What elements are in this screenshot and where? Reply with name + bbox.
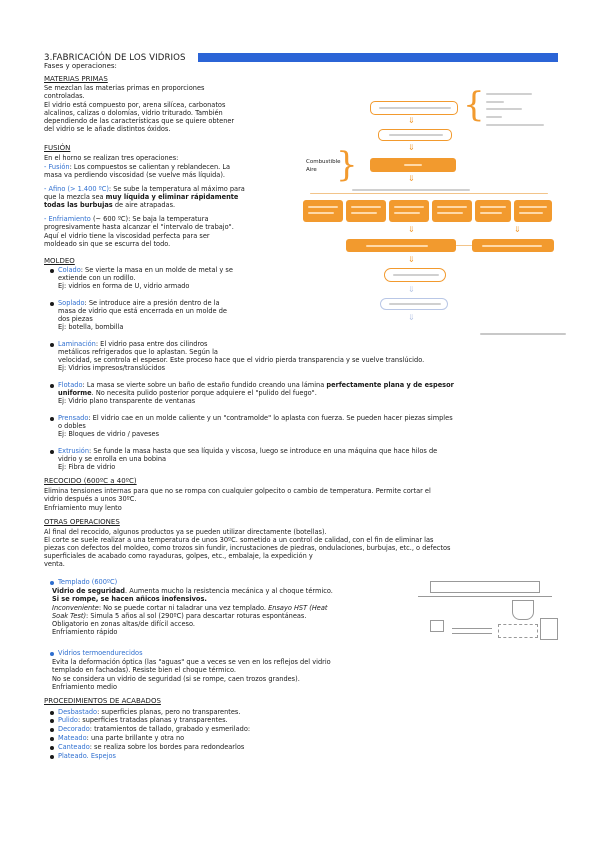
bullet xyxy=(50,384,54,388)
bullet xyxy=(50,269,54,273)
materias-line: Se mezclan las materias primas en proporciones xyxy=(44,84,205,92)
text-placeholder xyxy=(437,206,467,208)
fusion-label: - Fusión xyxy=(44,163,70,171)
fan-sketch xyxy=(540,618,558,640)
text-placeholder xyxy=(486,93,532,95)
acabado-label: Decorado xyxy=(58,725,90,733)
moldeo-heading: MOLDEO xyxy=(44,257,75,265)
templado-line xyxy=(52,604,327,612)
acabado-item xyxy=(58,708,240,716)
afino-bold: muy líquida y eliminar rápidamente xyxy=(105,193,239,201)
text-placeholder xyxy=(352,189,470,191)
chamber-sketch xyxy=(498,624,538,638)
termo-line: Enfriamiento medio xyxy=(52,683,117,691)
afino-label: - Afino (> 1.400 ºC) xyxy=(44,185,109,193)
diagram-box-templado xyxy=(472,239,554,252)
text-placeholder xyxy=(389,134,443,136)
materias-line: alcalinos, calizas o dolomías, vidrio triturado. También xyxy=(44,109,223,117)
extrusion-example: Ej: Fibra de vidrio xyxy=(58,463,116,471)
text-placeholder xyxy=(482,245,542,247)
enfriamiento-text: progresivamente hasta alcanzar el "intervalo de trabajo". xyxy=(44,223,234,231)
colado-item xyxy=(58,266,233,274)
enfriamiento-text: moldeado sin que se escurra del todo. xyxy=(44,240,171,248)
text-placeholder xyxy=(519,206,547,208)
extrusion-item xyxy=(58,447,437,455)
bullet xyxy=(50,450,54,454)
text-placeholder xyxy=(437,212,463,214)
templado-italic: Ensayo HST (Heat xyxy=(268,604,328,612)
diagram-box-moldeo xyxy=(514,200,552,222)
text-placeholder xyxy=(404,164,422,166)
fusion-text: : Los compuestos se calientan y reblandecen. La xyxy=(69,163,231,171)
termo-line: templado en fachadas). Resiste bien el choque térmico. xyxy=(52,666,237,674)
prensado-example: Ej: Bloques de vidrio / paveses xyxy=(58,430,160,438)
rail-sketch xyxy=(418,596,552,599)
text-placeholder xyxy=(351,212,377,214)
arrow-down-icon: ⇓ xyxy=(408,225,415,234)
text-placeholder xyxy=(308,212,334,214)
text-placeholder xyxy=(486,124,544,126)
acabado-text: : se realiza sobre los bordes para redondearlos xyxy=(89,743,245,751)
bullet xyxy=(50,417,54,421)
recocido-line: Elimina tensiones internas para que no se rompa con cualquier golpecito o cambio de temperatura. Permite cortar el xyxy=(44,487,431,495)
diagram-box-control xyxy=(384,268,446,282)
soplado-text: : Se introduce aire a presión dentro de la xyxy=(84,299,220,307)
bullet xyxy=(50,746,54,750)
materias-line: controladas. xyxy=(44,92,85,100)
rack-sketch xyxy=(430,620,444,632)
acabados-heading: PROCEDIMIENTOS DE ACABADOS xyxy=(44,697,161,705)
flotado-item xyxy=(58,381,454,389)
arrow-down-icon: ⇓ xyxy=(408,143,415,152)
materias-line: del vidrio se le añade distintos óxidos. xyxy=(44,125,171,133)
recocido-line: vidrio después a unos 30ºC. xyxy=(44,495,137,503)
extrusion-text: vidrio y se enrolla en una bobina xyxy=(58,455,167,463)
acabado-item xyxy=(58,716,228,724)
text-placeholder xyxy=(389,303,441,305)
text-placeholder xyxy=(308,206,338,208)
acabado-item xyxy=(58,734,184,742)
connector-line xyxy=(456,245,472,246)
fusion-text-2: masa va perdiendo viscosidad (se vuelve más líquida). xyxy=(44,171,226,179)
colado-text: : Se vierte la masa en un molde de metal y se xyxy=(80,266,233,274)
flotado-bold: perfectamente plana y de espesor xyxy=(326,381,454,389)
templado-text: : No se puede cortar ni taladrar una vez templado. xyxy=(98,604,269,612)
text-placeholder xyxy=(393,274,439,276)
afino-item xyxy=(44,185,245,193)
extrusion-label: Extrusión xyxy=(58,447,90,455)
text-placeholder xyxy=(480,206,506,208)
diagram-box-moldeo xyxy=(475,200,511,222)
bullet xyxy=(50,737,54,741)
soplado-text: dos piezas xyxy=(58,315,93,323)
colado-label: Colado xyxy=(58,266,81,274)
acabado-text: : superficies planas, pero no transparentes. xyxy=(97,708,241,716)
fusion-intro: En el horno se realizan tres operaciones: xyxy=(44,154,179,162)
afino-text-3 xyxy=(44,201,175,209)
templado-line: Si se rompe, se hacen añicos inofensivos. xyxy=(52,595,207,603)
bullet xyxy=(50,728,54,732)
diagram-box-moldeo xyxy=(432,200,472,222)
nozzle-sketch xyxy=(512,600,534,620)
enfriamiento-item xyxy=(44,215,209,223)
otras-line: piezas con defectos del moldeo, como trozos sin fundir, incrustaciones de piedras, ondulaciones, burbujas, etc., o defectos xyxy=(44,544,451,552)
soplado-label: Soplado xyxy=(58,299,85,307)
fusion-heading: FUSIÓN xyxy=(44,144,71,152)
materias-line: El vidrio está compuesto por, arena silícea, carbonatos xyxy=(44,101,226,109)
soplado-text: masa de vidrio que está encerrada en un molde de xyxy=(58,307,227,315)
prensado-text: : El vidrio cae en un molde caliente y un "contramolde" lo aplasta con fuerza. Se pueden hacer piezas simples xyxy=(88,414,453,422)
text-placeholder xyxy=(519,212,543,214)
brace-icon: { xyxy=(336,145,358,185)
diagram-box-expedicion xyxy=(380,298,448,310)
text-placeholder xyxy=(486,108,522,110)
flotado-text-2 xyxy=(58,389,317,397)
templado-text: : Simula 5 años al sol (290ºC) para descartar roturas espontáneas. xyxy=(86,612,307,620)
arrow-down-icon: ⇓ xyxy=(408,116,415,125)
otras-line: El corte se suele realizar a una temperatura de unos 30ºC. sometido a un control de calidad, con el fin de eliminar las xyxy=(44,536,434,544)
bullet xyxy=(50,581,54,585)
text-placeholder xyxy=(366,245,428,247)
subtitle: Fases y operaciones: xyxy=(44,62,117,70)
laminacion-example: Ej: Vidrios impresos/translúcidos xyxy=(58,364,166,372)
termo-line: No se considera un vidrio de seguridad (si se rompe, caen trozos grandes). xyxy=(52,675,300,683)
diagram-box-recocido xyxy=(346,239,456,252)
recocido-heading: RECOCIDO (600ºC a 40ºC) xyxy=(44,477,137,485)
enfriamiento-text: (~ 600 ºC): Se baja la temperatura xyxy=(90,215,209,223)
diagram-box-moldeo xyxy=(389,200,429,222)
diagram-box-moldeo xyxy=(303,200,343,222)
afino-text: que la mezcla sea xyxy=(44,193,106,201)
recocido-line: Enfriamiento muy lento xyxy=(44,504,122,512)
prensado-label: Prensado xyxy=(58,414,89,422)
prensado-item xyxy=(58,414,453,422)
materias-heading: MATERIAS PRIMAS xyxy=(44,75,108,83)
bullet xyxy=(50,711,54,715)
diagram-label-combustible: Combustible xyxy=(306,159,341,165)
text-placeholder xyxy=(480,212,502,214)
afino-text: : Se sube la temperatura al máximo para xyxy=(108,185,245,193)
text-placeholder xyxy=(486,101,504,103)
arrow-down-icon: ⇓ xyxy=(514,225,521,234)
acabado-label: Plateado. Espejos xyxy=(58,752,116,760)
bullet xyxy=(50,652,54,656)
brace-icon: { xyxy=(463,85,485,125)
laminacion-label: Laminación xyxy=(58,340,96,348)
laminacion-item xyxy=(58,340,207,348)
bullet xyxy=(50,343,54,347)
termo-line: Evita la deformación óptica (las "aguas" que a veces se ven en los reflejos del vidrio xyxy=(52,658,331,666)
laminacion-text: metálicos refrigerados que lo aplastan. Según la xyxy=(58,348,218,356)
prensado-text: o dobles xyxy=(58,422,86,430)
afino-text-2 xyxy=(44,193,238,201)
connector-line xyxy=(310,193,548,194)
text-placeholder xyxy=(394,206,424,208)
arrow-down-icon: ⇓ xyxy=(408,313,415,322)
flotado-example: Ej: Vidrio plano transparente de ventanas xyxy=(58,397,196,405)
templado-bold: Vidrio de seguridad xyxy=(52,587,126,595)
templado-italic: Soak Test) xyxy=(52,612,87,620)
templado-line: Obligatorio en zonas altas/de difícil acceso. xyxy=(52,620,195,628)
flotado-label: Flotado xyxy=(58,381,83,389)
otras-line: Al final del recocido, algunos productos ya se pueden utilizar directamente (botellas). xyxy=(44,528,327,536)
otras-line: venta. xyxy=(44,560,65,568)
acabado-item xyxy=(58,752,116,760)
extrusion-text: : Se funde la masa hasta que sea líquida y viscosa, luego se introduce en una máquina que hace hilos de xyxy=(89,447,438,455)
title-bar xyxy=(198,53,558,62)
templado-line: Enfriamiento rápido xyxy=(52,628,118,636)
afino-bold: todas las burbujas xyxy=(44,201,113,209)
acabado-text: : una parte brillante y otra no xyxy=(86,734,185,742)
bullet xyxy=(50,719,54,723)
text-placeholder xyxy=(351,206,381,208)
arrow-down-icon: ⇓ xyxy=(408,285,415,294)
flotado-text: . No necesita pulido posterior porque adquiere el "pulido del fuego". xyxy=(91,389,317,397)
flotado-text: : La masa se vierte sobre un baño de estaño fundido creando una lámina xyxy=(82,381,327,389)
furnace-sketch xyxy=(430,581,540,593)
templado-italic: Inconveniente xyxy=(52,604,99,612)
diagram-label-aire: Aire xyxy=(306,167,317,173)
acabado-label: Pulido xyxy=(58,716,78,724)
otras-heading: OTRAS OPERACIONES xyxy=(44,518,120,526)
acabado-item xyxy=(58,743,244,751)
bullet xyxy=(50,302,54,306)
enfriamiento-text: Aquí el vidrio tiene la viscosidad perfecta para ser xyxy=(44,232,210,240)
diagram-box-moldeo xyxy=(346,200,386,222)
acabado-label: Desbastado xyxy=(58,708,98,716)
templado-line xyxy=(52,612,306,620)
flotado-bold: uniforme xyxy=(58,389,92,397)
fusion-item xyxy=(44,163,230,171)
laminacion-text: : El vidrio pasa entre dos cilindros xyxy=(95,340,208,348)
templado-line xyxy=(52,587,333,595)
colado-example: Ej: vidrios en forma de U, vidrio armado xyxy=(58,282,190,290)
acabado-text: : tratamientos de tallado, grabado y esmerilado: xyxy=(89,725,251,733)
templado-label: Templado (600ºC) xyxy=(58,578,118,586)
colado-text: extiende con un rodillo. xyxy=(58,274,136,282)
acabado-label: Canteado xyxy=(58,743,90,751)
text-placeholder xyxy=(394,212,420,214)
diagram-box-materias xyxy=(370,101,458,115)
page-title: 3.FABRICACIÓN DE LOS VIDRIOS xyxy=(44,53,186,63)
soplado-example: Ej: botella, bombilla xyxy=(58,323,124,331)
enfriamiento-label: - Enfriamiento xyxy=(44,215,91,223)
diagram-box-horno xyxy=(370,158,456,172)
acabado-label: Mateado xyxy=(58,734,87,742)
otras-line: superficiales de acabado como rayaduras, golpes, etc., embalaje, la expedición y xyxy=(44,552,313,560)
laminacion-text: velocidad, se controla el espesor. Este proceso hace que el vidrio pierda transparencia y se vuelve translúcido. xyxy=(58,356,425,364)
text-placeholder xyxy=(480,333,566,335)
text-placeholder xyxy=(379,107,451,109)
arrow-down-icon: ⇓ xyxy=(408,255,415,264)
acabado-text: : superficies tratadas planas y transparentes. xyxy=(77,716,228,724)
termo-label: Vidrios termoendurecidos xyxy=(58,649,143,657)
rollers-sketch xyxy=(452,628,492,634)
templado-text: . Aumenta mucho la resistencia mecánica y al choque térmico. xyxy=(125,587,333,595)
acabado-item xyxy=(58,725,250,733)
text-placeholder xyxy=(486,116,502,118)
diagram-box-mezcla xyxy=(378,129,452,141)
soplado-item xyxy=(58,299,220,307)
arrow-down-icon: ⇓ xyxy=(408,174,415,183)
materias-line: dependiendo de las características que se quiere obtener xyxy=(44,117,235,125)
afino-text: de aire atrapadas. xyxy=(112,201,176,209)
bullet xyxy=(50,755,54,759)
